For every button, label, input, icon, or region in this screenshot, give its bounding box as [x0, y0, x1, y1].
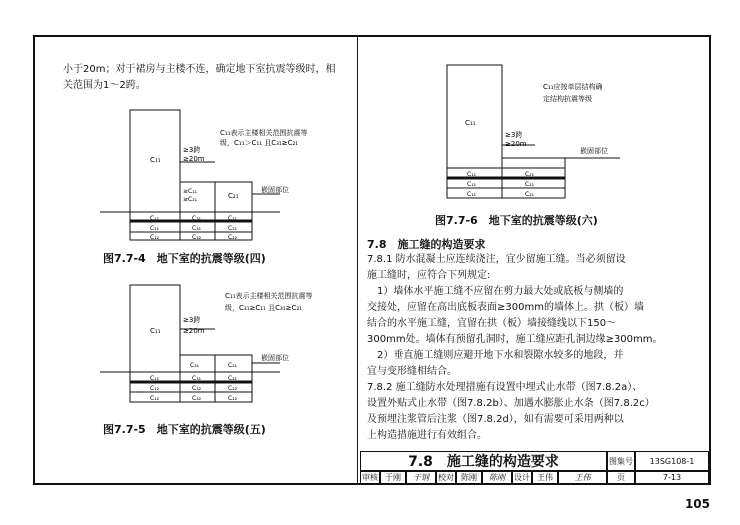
fig6-cell: C₁₁: [467, 191, 476, 198]
check-label: 校对: [438, 473, 454, 482]
page-number: 105: [684, 497, 710, 511]
fig6-tower-label: C₁₁: [465, 119, 476, 127]
fig5-span-2: ≥20m: [183, 327, 205, 335]
column-divider: [357, 35, 358, 485]
designer-signature: 王伟: [558, 471, 607, 484]
fig4-cell: C₁₁: [150, 215, 159, 222]
fig6-note-2: 定结构抗震等级: [543, 95, 592, 103]
fig5-cell: C₂₂: [228, 385, 237, 392]
fig6-span-1: ≥3跨: [505, 131, 523, 139]
atlas-label: 图集号: [607, 451, 635, 471]
fig4-podium-left-2: ≥C₂₁: [183, 196, 198, 203]
fig5-podium-right: C₂₁: [228, 362, 237, 369]
section-line: 2）垂直施工缝则应避开地下水和裂隙水较多的地段，并: [367, 350, 624, 361]
title-block-title: 7.8 施工缝的构造要求: [360, 451, 607, 471]
fig4-span-2: ≥20m: [183, 155, 205, 163]
figure-7-7-6-caption: 图7.7-6 地下室的抗震等级(六): [435, 214, 598, 227]
fig5-embed-label: 嵌固部位: [261, 354, 289, 362]
atlas-number: 13SG108-1: [635, 451, 709, 471]
fig6-cell: C₁₁: [467, 181, 476, 188]
intro-line-2: 关范围为1～2跨。: [63, 80, 146, 91]
page-label: 页: [607, 471, 635, 484]
fig4-cell: C₁₁: [150, 225, 159, 232]
fig4-podium-left-1: ≥C₁₁: [183, 188, 198, 195]
fig5-cell: C₁₂: [150, 385, 159, 392]
checker-name: 陈刚: [456, 471, 482, 484]
section-heading: 7.8 施工缝的构造要求: [367, 238, 486, 251]
section-line: 宜与变形缝相结合。: [367, 366, 457, 377]
section-line: 7.8.2 施工缝防水处理措施有设置中埋式止水带（图7.8.2a）、: [367, 382, 643, 393]
fig4-embed-label: 嵌固部位: [261, 186, 289, 194]
fig4-cell: C₂₁: [228, 215, 237, 222]
review-label: 审核: [362, 473, 378, 482]
fig4-cell: C₂₁: [228, 225, 237, 232]
reviewer-signature: 于钢: [406, 471, 436, 484]
fig4-note-1: C₁₁表示主楼相关范围抗震等: [220, 129, 308, 137]
figure-7-7-6-diagram: [425, 60, 665, 200]
checker-signature: 陈刚: [482, 471, 512, 484]
fig4-tower-label: C₁₁: [150, 156, 161, 164]
section-line: 7.8.1 防水混凝土应连续浇注，宜少留施工缝。当必须留设: [367, 254, 626, 265]
section-line: 300mm处。墙体有预留孔洞时，施工缝应距孔洞边缘≥300mm。: [367, 334, 663, 345]
section-line: 1）墙体水平施工缝不应留在剪力最大处或底板与侧墙的: [367, 286, 624, 297]
fig6-span-2: ≥20m: [505, 140, 527, 148]
reviewer-name: 于刚: [380, 471, 406, 484]
fig4-cell: C₂₂: [228, 234, 237, 241]
intro-line-1: 小于20m；对于裙房与主楼不连，确定地下室抗震等级时，相: [63, 64, 336, 75]
fig5-cell: C₁₁: [150, 375, 159, 382]
fig4-cell: C₁₂: [150, 234, 159, 241]
fig4-podium-right: C₂₁: [228, 192, 239, 200]
fig5-span-1: ≥3跨: [183, 316, 201, 324]
designer-name: 王伟: [532, 471, 558, 484]
fig5-note-1: C₁₁表示主楼相关范围抗震等: [225, 292, 313, 300]
fig6-cell: C₂₁: [525, 171, 534, 178]
section-line: 交接处，应留在高出底板表面≥300mm的墙体上。拱（板）墙: [367, 302, 644, 313]
fig5-cell: C₁₂: [150, 395, 159, 402]
section-line: 上构造措施进行有效组合。: [367, 430, 487, 441]
section-line: 结合的水平施工缝，宜留在拱（板）墙接缝线以下150～: [367, 318, 617, 329]
fig6-cell: C₂₁: [525, 191, 534, 198]
fig5-podium-left: C₃₁: [190, 362, 199, 369]
design-label: 设计: [514, 473, 530, 482]
page-reference: 7-13: [635, 471, 709, 484]
figure-7-7-4-caption: 图7.7-4 地下室的抗震等级(四): [103, 252, 266, 265]
fig5-cell: C₃₂: [192, 385, 201, 392]
fig6-note-1: C₁₁应按单层结构确: [543, 83, 603, 91]
fig4-span-1: ≥3跨: [183, 146, 201, 154]
fig5-cell: C₃₁: [192, 375, 201, 382]
title-block: [360, 451, 709, 484]
fig6-embed-label: 嵌固部位: [580, 147, 608, 155]
fig5-tower-label: C₁₁: [150, 327, 161, 335]
fig6-cell: C₁₁: [467, 171, 476, 178]
figure-7-7-5-diagram: [95, 283, 313, 413]
fig5-note-2: 级，C₃₁≥C₁₁ 且C₃₁≥C₂₁: [225, 304, 302, 312]
fig5-cell: C₂₁: [228, 375, 237, 382]
section-line: 设置外贴式止水带（图7.8.2b）、加遇水膨胀止水条（图7.8.2c）: [367, 398, 655, 409]
fig4-cell: C₃₁: [192, 225, 201, 232]
section-line: 及预埋注浆管后注浆（图7.8.2d），如有需要可采用两种以: [367, 414, 624, 425]
section-line: 施工缝时，应符合下列规定:: [367, 270, 491, 281]
fig4-cell: C₃₂: [192, 234, 201, 241]
figure-7-7-4-diagram: [95, 105, 308, 241]
fig4-note-2: 级，C₁₁＞C₁₁ 且C₃₁≥C₂₁: [220, 139, 299, 147]
fig6-cell: C₂₁: [525, 181, 534, 188]
fig5-cell: C₂₂: [228, 395, 237, 402]
figure-7-7-5-caption: 图7.7-5 地下室的抗震等级(五): [103, 423, 266, 436]
fig4-cell: C₃₁: [192, 215, 201, 222]
fig5-cell: C₃₂: [192, 395, 201, 402]
